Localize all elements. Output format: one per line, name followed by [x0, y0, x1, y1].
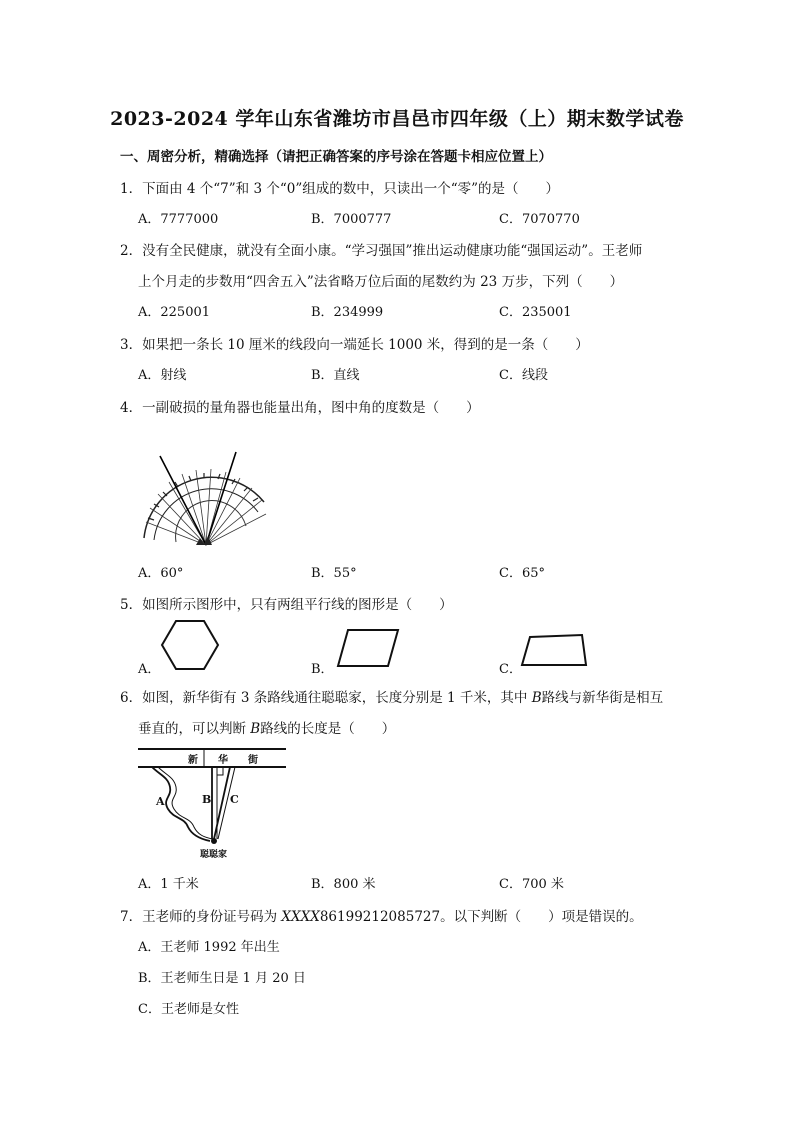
question-6-option-c[interactable]: C．700 米: [499, 877, 564, 892]
route-b-label: B: [202, 793, 212, 806]
question-6-stem-line1: [120, 686, 663, 706]
trapezoid-shape: [520, 633, 590, 669]
home-label: 聪聪家: [200, 850, 228, 860]
question-5-option-b[interactable]: B．: [311, 662, 334, 677]
question-6-stem-line2-text: 垂直的，可以判断: [138, 721, 251, 737]
question-7-option-b[interactable]: B．王老师生日是 1 月 20 日: [138, 971, 306, 986]
question-4-stem: 4．一副破损的量角器也能量出角，图中角的度数是（ ）: [120, 400, 480, 416]
question-4-option-c[interactable]: C．65°: [499, 566, 545, 581]
route-b-label-text: B: [531, 690, 542, 706]
question-1-stem: 1．下面由 4 个“7”和 3 个“0”组成的数中，只读出一个“零”的是（ ）: [120, 181, 560, 197]
section-heading: 一、周密分析，精确选择（请把正确答案的序号涂在答题卡相应位置上）: [120, 149, 552, 165]
question-6-option-b[interactable]: B．800 米: [311, 877, 376, 892]
question-4-option-a[interactable]: A．60°: [138, 566, 184, 581]
route-b-label-text-2: B: [250, 721, 261, 737]
question-1-option-a[interactable]: A．7777000: [138, 212, 219, 227]
question-7-option-a[interactable]: A．王老师 1992 年出生: [138, 940, 280, 955]
question-2-stem-line1: 2．没有全民健康，就没有全面小康。“学习强国”推出运动健康功能“强国运动”。王老师: [120, 243, 643, 259]
question-6-stem-line1-rest: 路线与新华街是相互: [541, 690, 664, 706]
question-6-stem-line1-text: 6．如图，新华街有 3 条路线通往聪聪家，长度分别是 1 千米，其中: [120, 690, 532, 706]
question-5-option-a[interactable]: A．: [138, 662, 161, 677]
question-5-stem: 5．如图所示图形中，只有两组平行线的图形是（ ）: [120, 597, 453, 613]
question-7-option-c[interactable]: C．王老师是女性: [138, 1002, 239, 1017]
question-3-option-b[interactable]: B．直线: [311, 368, 360, 383]
question-7-stem-rest: 86199212085727。以下判断（ ）项是错误的。: [319, 909, 643, 925]
route-a-label: A: [156, 795, 165, 808]
masked-id-prefix: XXXX: [281, 909, 320, 925]
question-2-option-b[interactable]: B．234999: [311, 305, 384, 320]
question-6-option-a[interactable]: A．1 千米: [138, 877, 199, 892]
route-c-label: C: [230, 793, 239, 806]
question-3-stem: 3．如果把一条长 10 厘米的线段向一端延长 1000 米，得到的是一条（ ）: [120, 337, 589, 353]
question-6-stem-line2-rest: 路线的长度是（ ）: [260, 721, 396, 737]
hexagon-shape: [160, 619, 220, 671]
question-2-option-a[interactable]: A．225001: [138, 305, 211, 320]
question-5-option-c[interactable]: C．: [499, 662, 522, 677]
question-2-stem-line2: 上个月走的步数用“四舍五入”法省略万位后面的尾数约为 23 万步，下列（ ）: [138, 274, 624, 290]
question-4-option-b[interactable]: B．55°: [311, 566, 357, 581]
route-map-figure: [138, 747, 288, 865]
question-3-option-a[interactable]: A．射线: [138, 368, 187, 383]
question-1-option-b[interactable]: B．7000777: [311, 212, 392, 227]
parallelogram-shape: [336, 628, 400, 670]
street-name-label: 新 华 街: [188, 755, 258, 766]
question-2-option-c[interactable]: C．235001: [499, 305, 572, 320]
question-1-option-c[interactable]: C．7070770: [499, 212, 580, 227]
question-7-stem-text: 7．王老师的身份证号码为: [120, 909, 282, 925]
page-title: 2023-2024 学年山东省潍坊市昌邑市四年级（上）期末数学试卷: [110, 108, 684, 130]
question-7-stem: [120, 905, 643, 925]
question-3-option-c[interactable]: C．线段: [499, 368, 548, 383]
question-6-stem-line2: [138, 717, 395, 737]
protractor-figure: [136, 450, 276, 550]
